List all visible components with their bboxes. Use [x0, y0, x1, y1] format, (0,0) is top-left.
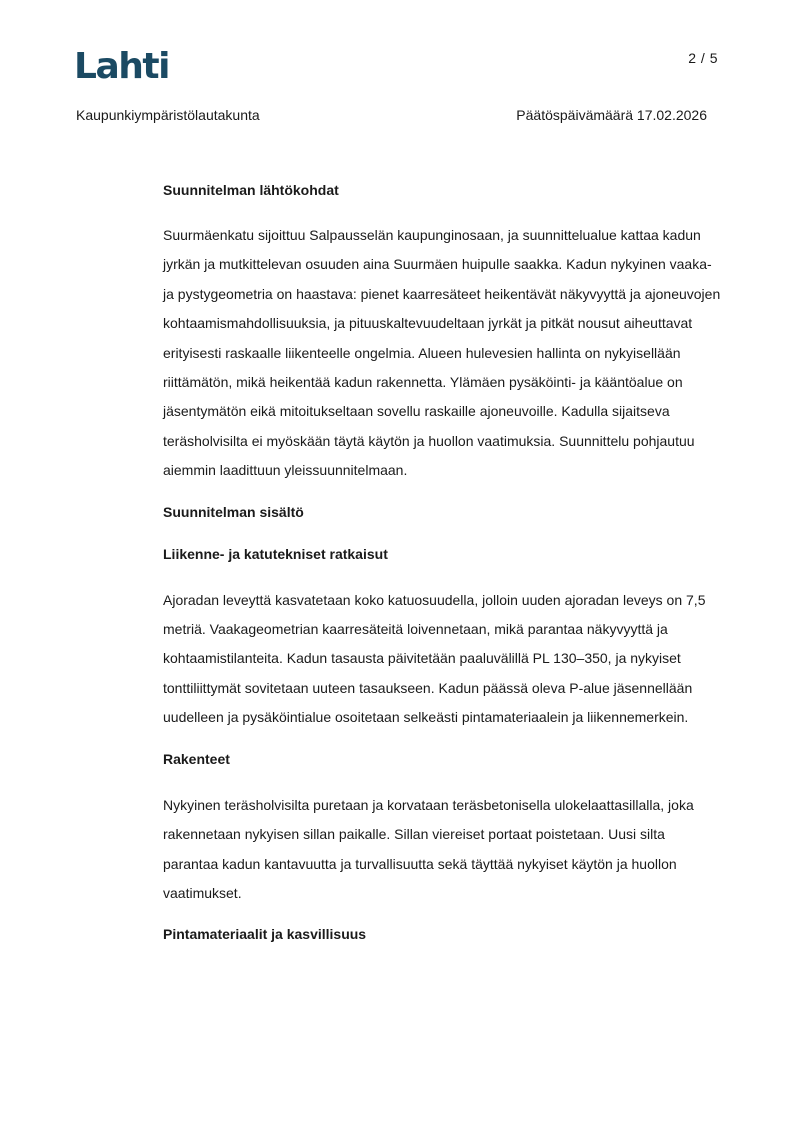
lahti-logo-graphic — [74, 44, 170, 84]
subsection-heading-pintamateriaalit: Pintamateriaalit ja kasvillisuus — [163, 926, 367, 943]
subsection-heading-rakenteet: Rakenteet — [163, 750, 230, 767]
subsection-heading-liikenne: Liikenne- ja katutekniset ratkaisut — [163, 545, 388, 562]
lahti-logo-text: Lahti — [74, 46, 169, 84]
page-number: 2 / 5 — [688, 50, 718, 66]
decision-date: Päätöspäivämäärä 17.02.2026 — [516, 107, 707, 123]
section-heading-lahtokohdat: Suunnitelman lähtökohdat — [163, 182, 339, 198]
paragraph-rakenteet: Nykyinen teräsholvisilta puretaan ja korvataan teräsbetonisella ulokelaattasillalla, joka rakennetaan nykyisen sillan paikalle. Sillan viereiset portaat poistetaan. Uusi silta parantaa kadun kantavuutta ja turvallisuutta sekä täyttää nykyiset käytön ja huollon vaatimukset. — [163, 796, 694, 901]
committee-name: Kaupunkiympäristölautakunta — [76, 107, 260, 123]
lahti-logo — [74, 44, 170, 84]
document-body — [163, 180, 723, 944]
paragraph-lahtokohdat: Suurmäenkatu sijoittuu Salpausselän kaupunginosaan, ja suunnittelualue kattaa kadun jyrkän ja mutkittelevan osuuden aina Suurmäen huipulle saakka. Kadun nykyinen vaaka- ja pystygeometria on haastava: pienet kaarresäteet heikentävät näkyvyyttä ja ajoneuvojen kohtaamismahdollisuuksia, ja pituuskaltevuudeltaan jyrkät ja pitkät nousut aiheuttavat erityisesti raskaalle liikenteelle ongelmia. Alueen hulevesien hallinta on nykyisellään riittämätön, mikä heikentää kadun rakennetta. Ylämäen pysäköinti- ja kääntöalue on jäsentymätön eikä mitoitukseltaan sovellu raskaille ajoneuvoille. Kadulla sijaitseva teräsholvisilta ei myöskään täytä käytön ja huollon vaatimuksia. Suunnittelu pohjautuu aiemmin laadittuun yleissuunnitelmaan. — [163, 227, 721, 479]
paragraph-liikenne: Ajoradan leveyttä kasvatetaan koko katuosuudella, jolloin uuden ajoradan leveys on 7,5 metriä. Vaakageometrian kaarresäteitä loivennetaan, mikä parantaa näkyvyyttä ja kohtaamistilanteita. Kadun tasausta päivitetään paaluvälillä PL 130–350, ja nykyiset tonttiliittymät sovitetaan uuteen tasaukseen. Kadun päässä oleva P-alue jäsennellään uudelleen ja pysäköintialue osoitetaan selkeästi pintamateriaalein ja liikennemerkein. — [163, 591, 706, 726]
section-heading-sisalto: Suunnitelman sisältö — [163, 503, 304, 520]
